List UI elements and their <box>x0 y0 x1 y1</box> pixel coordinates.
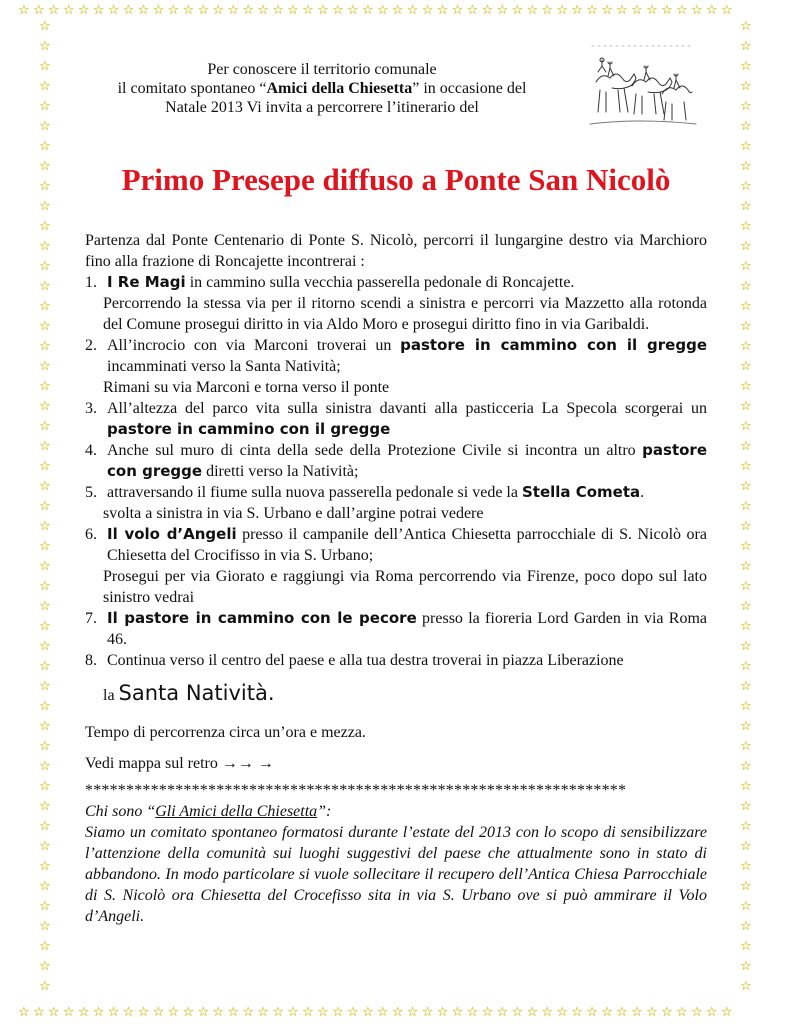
star-icon: ☆ <box>39 99 51 114</box>
star-icon: ☆ <box>740 99 752 114</box>
star-icon: ☆ <box>740 119 752 134</box>
itinerary-item: 4. Anche sul muro di cinta della sede della Protezione Civile si incontra un altro pastore con gregge diretti verso la Natività; <box>85 441 707 480</box>
chi-sono-heading: Chi sono “Gli Amici della Chiesetta”: <box>85 803 332 820</box>
item-number: 5. <box>85 484 97 501</box>
final-line: la Santa Natività. <box>103 681 275 705</box>
item-number: 2. <box>85 337 97 354</box>
item-number: 7. <box>85 610 97 627</box>
star-icon: ☆ <box>740 579 752 594</box>
star-icon: ☆ <box>740 239 752 254</box>
star-icon: ☆ <box>39 459 51 474</box>
star-icon: ☆ <box>740 359 752 374</box>
star-icon: ☆ <box>39 379 51 394</box>
star-icon: ☆ <box>39 979 51 994</box>
star-icon: ☆ <box>39 619 51 634</box>
star-icon: ☆ <box>740 219 752 234</box>
star-icon: ☆ <box>740 819 752 834</box>
star-icon: ☆ <box>740 739 752 754</box>
star-icon: ☆ <box>39 779 51 794</box>
star-icon: ☆ <box>740 679 752 694</box>
star-icon: ☆ <box>740 799 752 814</box>
header-line-1: Per conoscere il territorio comunale <box>207 61 437 78</box>
star-icon: ☆ <box>39 939 51 954</box>
star-icon: ☆ <box>39 79 51 94</box>
item-number: 4. <box>85 442 97 459</box>
star-icon: ☆ <box>39 899 51 914</box>
item-number: 8. <box>85 652 97 669</box>
star-icon: ☆ <box>39 299 51 314</box>
item-continuation: Rimani su via Marconi e torna verso il ponte <box>103 379 390 396</box>
itinerary-item: 8. Continua verso il centro del paese e alla tua destra troverai in piazza Liberazione <box>85 652 624 669</box>
star-border-bottom: ☆☆☆☆☆☆☆☆☆☆☆☆☆☆☆☆☆☆☆☆☆☆☆☆☆☆☆☆☆☆☆☆☆☆☆☆☆☆☆☆☆☆☆☆☆☆☆☆ <box>18 1006 736 1020</box>
star-icon: ☆ <box>39 319 51 334</box>
star-icon: ☆ <box>740 479 752 494</box>
highlight-label: I Re Magi <box>107 273 186 291</box>
star-icon: ☆ <box>740 639 752 654</box>
star-icon: ☆ <box>39 479 51 494</box>
star-icon: ☆ <box>39 819 51 834</box>
star-icon: ☆ <box>740 439 752 454</box>
star-icon: ☆ <box>39 599 51 614</box>
star-icon: ☆ <box>39 699 51 714</box>
star-icon: ☆ <box>39 519 51 534</box>
star-icon: ☆ <box>39 399 51 414</box>
star-icon: ☆ <box>39 139 51 154</box>
star-icon: ☆ <box>39 199 51 214</box>
star-icon: ☆ <box>740 539 752 554</box>
santa-nativita-label: Santa Natività. <box>118 681 275 705</box>
star-icon: ☆ <box>39 859 51 874</box>
star-icon: ☆ <box>740 79 752 94</box>
star-icon: ☆ <box>740 39 752 54</box>
star-icon: ☆ <box>740 839 752 854</box>
star-icon: ☆ <box>39 679 51 694</box>
header-line-3: Natale 2013 Vi invita a percorrere l’itinerario del <box>165 99 479 116</box>
star-icon: ☆ <box>740 659 752 674</box>
itinerary-item: 6. Il volo d’Angeli presso il campanile dell’Antica Chiesetta parrocchiale di S. Nicolò ora Chiesetta del Crocifisso in via S. Urbano; <box>85 525 707 564</box>
star-icon: ☆ <box>740 20 752 34</box>
star-icon: ☆ <box>740 719 752 734</box>
star-icon: ☆ <box>39 439 51 454</box>
star-icon: ☆ <box>740 859 752 874</box>
star-icon: ☆ <box>39 719 51 734</box>
mappa-text: Vedi mappa sul retro →→ → <box>85 755 274 772</box>
star-icon: ☆ <box>740 159 752 174</box>
header-text <box>84 60 560 117</box>
star-icon: ☆ <box>740 699 752 714</box>
committee-name: Amici della Chiesetta <box>266 80 413 97</box>
itinerary-body <box>85 230 707 927</box>
highlight-label: pastore con gregge <box>107 441 707 480</box>
star-icon: ☆ <box>39 20 51 34</box>
itinerary-item: 3. All’altezza del parco vita sulla sinistra davanti alla pasticceria La Specola scorgerai un pastore in cammino con il gregge <box>85 400 707 438</box>
star-icon: ☆ <box>39 739 51 754</box>
star-icon: ☆ <box>39 259 51 274</box>
star-icon: ☆ <box>740 139 752 154</box>
star-icon: ☆ <box>740 779 752 794</box>
star-icon: ☆ <box>39 179 51 194</box>
item-continuation: Prosegui per via Giorato e raggiungi via Roma percorrendo via Firenze, poco dopo sul lato sinistro vedrai <box>103 568 707 606</box>
item-number: 6. <box>85 526 97 543</box>
star-border-top: ☆☆☆☆☆☆☆☆☆☆☆☆☆☆☆☆☆☆☆☆☆☆☆☆☆☆☆☆☆☆☆☆☆☆☆☆☆☆☆☆☆☆☆☆☆☆☆☆ <box>18 4 736 18</box>
star-icon: ☆ <box>740 939 752 954</box>
star-icon: ☆ <box>39 759 51 774</box>
star-icon: ☆ <box>39 159 51 174</box>
star-icon: ☆ <box>39 959 51 974</box>
item-number: 1. <box>85 274 97 291</box>
highlight-label: pastore in cammino con il gregge <box>107 420 391 438</box>
star-icon: ☆ <box>740 279 752 294</box>
star-icon: ☆ <box>740 519 752 534</box>
itinerary-item: 1. I Re Magi in cammino sulla vecchia passerella pedonale di Roncajette. <box>85 273 575 291</box>
star-icon: ☆ <box>39 839 51 854</box>
item-continuation: Percorrendo la stessa via per il ritorno scendi a sinistra e percorri via Mazzetto alla rotonda del Comune prosegui diritto in via Aldo Moro e prosegui diritto fino in via Garibaldi. <box>103 295 707 333</box>
intro-paragraph: Partenza dal Ponte Centenario di Ponte S. Nicolò, percorri il lungargine destro via Marchioro fino alla frazione di Roncajette incontrerai : <box>85 232 707 270</box>
header-line-2: il comitato spontaneo “Amici della Chiesetta” in occasione del <box>117 80 527 97</box>
three-kings-on-camels-illustration <box>588 42 698 132</box>
page-title: Primo Presepe diffuso a Ponte San Nicolò <box>121 162 671 197</box>
star-icon: ☆ <box>740 179 752 194</box>
star-icon: ☆ <box>740 199 752 214</box>
star-icon: ☆ <box>740 299 752 314</box>
separator-line: ****************************************************************** <box>85 782 627 799</box>
star-icon: ☆ <box>740 319 752 334</box>
star-icon: ☆ <box>39 579 51 594</box>
highlight-label: Il volo d’Angeli <box>107 525 237 543</box>
star-icon: ☆ <box>39 559 51 574</box>
star-icon: ☆ <box>39 239 51 254</box>
star-icon: ☆ <box>740 879 752 894</box>
star-icon: ☆ <box>39 339 51 354</box>
star-icon: ☆ <box>740 919 752 934</box>
star-icon: ☆ <box>39 799 51 814</box>
chi-sono-text: Siamo un comitato spontaneo formatosi durante l’estate del 2013 con lo scopo di sensibilizzare l’attenzione della comunità sui luoghi suggestivi del paese che attualmente sono in stato di abbandono. In modo particolare si vuole sollecitare il recupero dell’Antica Chiesa Parrocchiale di S. Nicolò ora Chiesetta del Crocefisso sita in via S. Urbano ove si può ammirare il Volo d’Angeli. <box>85 824 707 925</box>
star-icon: ☆ <box>740 59 752 74</box>
star-icon: ☆ <box>740 419 752 434</box>
itinerary-list <box>85 272 707 671</box>
star-icon: ☆ <box>39 219 51 234</box>
star-icon: ☆ <box>39 659 51 674</box>
item-continuation: svolta a sinistra in via S. Urbano e dall’argine potrai vedere <box>103 505 484 522</box>
star-icon: ☆ <box>39 419 51 434</box>
star-icon: ☆ <box>740 459 752 474</box>
star-icon: ☆ <box>740 619 752 634</box>
star-icon: ☆ <box>740 339 752 354</box>
star-icon: ☆ <box>39 499 51 514</box>
star-icon: ☆ <box>740 259 752 274</box>
star-border-left <box>39 20 53 1006</box>
star-icon: ☆ <box>740 559 752 574</box>
star-icon: ☆ <box>39 39 51 54</box>
itinerary-item: 2. All’incrocio con via Marconi troverai un pastore in cammino con il gregge incamminati verso la Santa Natività; <box>85 336 708 375</box>
star-icon: ☆ <box>740 379 752 394</box>
itinerary-item: 5. attraversando il fiume sulla nuova passerella pedonale si vede la Stella Cometa. <box>85 483 645 501</box>
star-icon: ☆ <box>740 399 752 414</box>
highlight-label: Stella Cometa <box>521 483 641 501</box>
star-icon: ☆ <box>740 979 752 994</box>
star-icon: ☆ <box>39 59 51 74</box>
star-icon: ☆ <box>39 879 51 894</box>
highlight-label: Il pastore in cammino con le pecore <box>107 609 417 627</box>
star-icon: ☆ <box>740 899 752 914</box>
item-number: 3. <box>85 400 97 417</box>
star-icon: ☆ <box>39 639 51 654</box>
star-icon: ☆ <box>740 499 752 514</box>
highlight-label: pastore in cammino con il gregge <box>400 336 708 354</box>
star-icon: ☆ <box>39 279 51 294</box>
star-icon: ☆ <box>740 759 752 774</box>
star-icon: ☆ <box>740 599 752 614</box>
tempo-text: Tempo di percorrenza circa un’ora e mezza. <box>85 724 366 741</box>
star-icon: ☆ <box>39 539 51 554</box>
itinerary-item: 7. Il pastore in cammino con le pecore presso la fioreria Lord Garden in via Roma 46. <box>85 609 708 648</box>
star-icon: ☆ <box>39 919 51 934</box>
star-icon: ☆ <box>740 959 752 974</box>
star-border-right <box>740 20 754 1006</box>
star-icon: ☆ <box>39 119 51 134</box>
star-icon: ☆ <box>39 359 51 374</box>
